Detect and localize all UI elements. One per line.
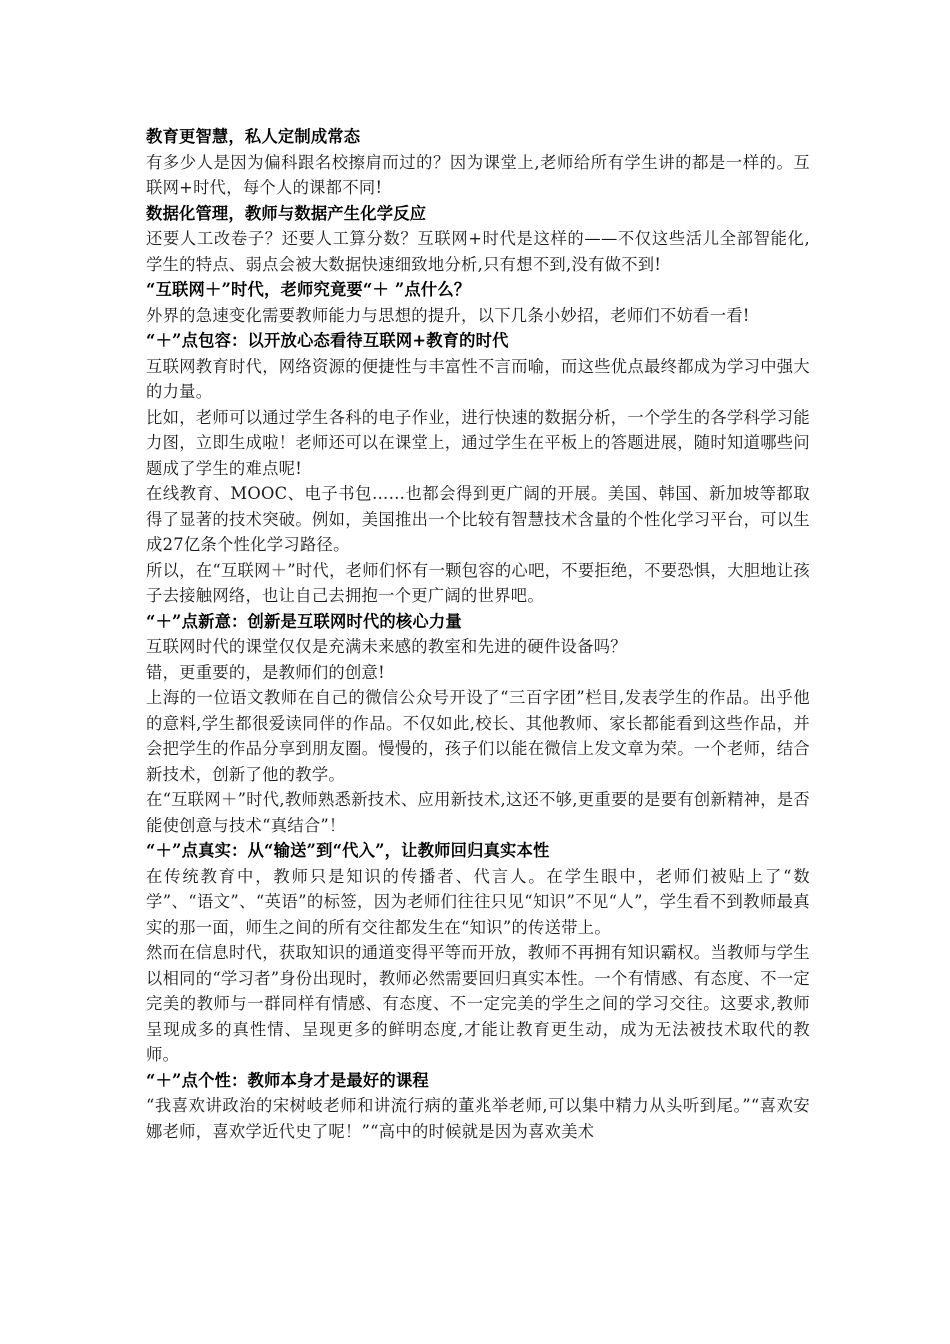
paragraph: 所以，在“互联网＋”时代，老师们怀有一颗包容的心吧，不要拒绝，不要恐惧，大胆地让孩子去接触网络，也让自己去拥抱一个更广阔的世界吧。 <box>146 560 810 605</box>
paragraph: 然而在信息时代，获取知识的通道变得平等而开放，教师不再拥有知识霸权。当教师与学生以相同的“学习者”身份出现时，教师必然需要回归真实本性。一个有情感、有态度、不一定完美的教师与一群同样有情感、有态度、不一定完美的学生之间的学习交往。这要求,教师呈现成多的真性情、呈现更多的鲜明态度,才能让教育更生动，成为无法被技术取代的教师。 <box>146 943 810 1064</box>
section-heading: “＋”点新意：创新是互联网时代的核心力量 <box>146 611 462 631</box>
paragraph: 错，更重要的，是教师们的创意! <box>146 662 385 682</box>
section-heading: 教育更智慧，私人定制成常态 <box>146 127 361 146</box>
paragraph: 在“互联网＋”时代,教师熟悉新技术、应用新技术,这还不够,更重要的是要有创新精神，是否能使创意与技术“真结合”！ <box>146 790 810 835</box>
section-heading: “互联网＋”时代，老师究竟要“＋ ”点什么？ <box>146 280 471 299</box>
paragraph: 外界的急速变化需要教师能力与思想的提升，以下几条小妙招，老师们不妨看一看! <box>146 305 750 325</box>
section-heading: “＋”点真实：从“输送”到“代入”，让教师回归真实本性 <box>146 841 550 860</box>
paragraph: 互联网教育时代，网络资源的便捷性与丰富性不言而喻，而这些优点最终都成为学习中强大的力量。 <box>146 356 810 401</box>
section-heading: “＋”点包容：以开放心态看待互联网+教育的时代 <box>146 331 509 350</box>
document-page <box>146 124 810 1144</box>
section-heading: “＋”点个性：教师本身才是最好的课程 <box>146 1070 429 1090</box>
paragraph: 在线教育、MOOC、电子书包……也都会得到更广阔的开展。美国、韩国、新加坡等都取得了显著的技术突破。例如，美国推出一个比较有智慧技术含量的个性化学习平台，可以生成27亿条个性化学习路径。 <box>146 484 810 554</box>
paragraph: 上海的一位语文教师在自己的微信公众号开设了“三百字团”栏目,发表学生的作品。出乎他的意料,学生都很爱读同伴的作品。不仅如此,校长、其他教师、家长都能看到这些作品，并会把学生的作品分享到朋友圈。慢慢的，孩子们以能在微信上发文章为荣。一个老师，结合新技术，创新了他的教学。 <box>146 688 810 784</box>
paragraph: 在传统教育中，教师只是知识的传播者、代言人。在学生眼中，老师们被贴上了“数学”、“语文”、“英语”的标签，因为老师们往往只见“知识”不见“人”，学生看不到教师最真实的那一面，师生之间的所有交往都发生在“知识”的传送带上。 <box>146 866 810 937</box>
paragraph: “我喜欢讲政治的宋树岐老师和讲流行病的董兆举老师,可以集中精力从头听到尾。”“喜欢安娜老师，喜欢学近代史了呢！”“高中的时候就是因为喜欢美术 <box>146 1096 810 1141</box>
paragraph: 比如，老师可以通过学生各科的电子作业，进行快速的数据分析，一个学生的各学科学习能力图，立即生成啦！老师还可以在课堂上，通过学生在平板上的答题进展，随时知道哪些问题成了学生的难点呢! <box>146 407 810 478</box>
paragraph: 有多少人是因为偏科跟名校擦肩而过的？因为课堂上,老师给所有学生讲的都是一样的。互联网+时代，每个人的课都不同! <box>146 152 810 197</box>
paragraph: 互联网时代的课堂仅仅是充满未来感的教室和先进的硬件设备吗？ <box>146 637 627 656</box>
paragraph: 还要人工改卷子？还要人工算分数？互联网+时代是这样的——不仅这些活儿全部智能化,学生的特点、弱点会被大数据快速细致地分析,只有想不到,没有做不到! <box>146 229 810 274</box>
section-heading: 数据化管理，教师与数据产生化学反应 <box>146 203 427 223</box>
